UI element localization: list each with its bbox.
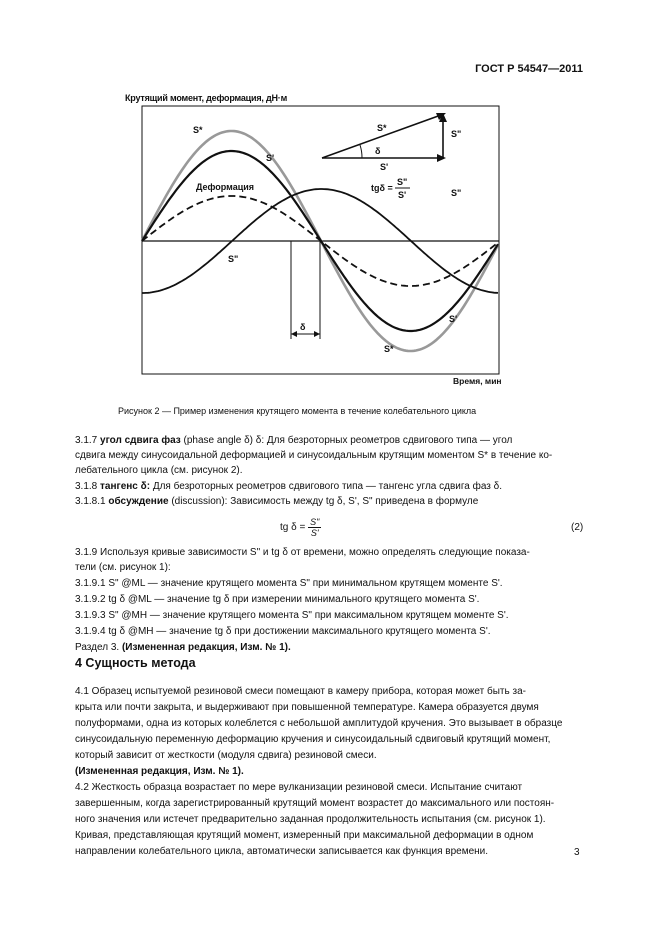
- para-4-1-line5: который зависит от жесткости (модуля сдвига) резиновой смеси.: [75, 750, 377, 761]
- para-3-1-9-line2: тели (см. рисунок 1):: [75, 562, 171, 573]
- para-3-1-9-4: 3.1.9.4 tg δ @MH — значение tg δ при достижении максимального крутящего момента S'.: [75, 626, 491, 637]
- vector-s-prime-head: [437, 154, 446, 162]
- label-tg-formula: tgδ =: [371, 183, 393, 193]
- para-4-2-line5: направлении колебательного цикла, автоматически записывается как функция времени.: [75, 846, 489, 857]
- para-3-1-8: 3.1.8 тангенс δ: Для безроторных реометров сдвигового типа — тангенс угла сдвига фаз δ.: [75, 481, 503, 492]
- figure-caption: Рисунок 2 — Пример изменения крутящего момента в течение колебательного цикла: [118, 406, 477, 416]
- para-4-1-line1: 4.1 Образец испытуемой резиновой смеси помещают в камеру прибора, которая может быть за-: [75, 686, 526, 697]
- label-tg-denominator: S': [398, 190, 407, 200]
- amendment-4-1: (Измененная редакция, Изм. № 1).: [75, 766, 244, 777]
- label-deformation: Деформация: [196, 182, 255, 192]
- para-4-2-line4: Кривая, представляющая крутящий момент, измеренный при максимальной деформации в одном: [75, 830, 534, 841]
- vector-s-star: [322, 115, 441, 158]
- label-tg-numerator: S": [397, 177, 408, 187]
- figure-y-axis-label: Крутящий момент, деформация, дН·м: [125, 93, 288, 103]
- para-3-1-9-1: 3.1.9.1 S" @ML — значение крутящего момента S" при минимальном крутящем моменте S'.: [75, 578, 503, 589]
- label-vector-s-prime: S': [380, 162, 389, 172]
- para-3-1-7-line3: лебательного цикла (см. рисунок 2).: [75, 465, 243, 476]
- formula-2-number: (2): [571, 522, 584, 533]
- label-vector-delta: δ: [375, 146, 381, 156]
- formula-2: tg δ = $\frac{S"}{S'}$: [280, 517, 320, 538]
- para-3-1-9-2: 3.1.9.2 tg δ @ML — значение tg δ при измерении минимального крутящего момента S'.: [75, 594, 480, 605]
- para-4-1-line2: крыта или почти закрыта, и выдерживают при повышенной температуре. Камера образуется двумя: [75, 702, 539, 713]
- label-s-prime-top: S': [266, 153, 275, 163]
- delta-arrowhead-left: [291, 331, 297, 337]
- label-delta: δ: [300, 322, 306, 332]
- label-s-double-prime-right: S": [451, 188, 462, 198]
- label-s-star-bottom: S*: [384, 344, 394, 354]
- para-3-1-9-line1: 3.1.9 Используя кривые зависимости S" и tg δ от времени, можно определять следующие показа-: [75, 547, 530, 558]
- label-s-prime-bottom: S': [449, 314, 458, 324]
- figure-2-chart: [0, 0, 661, 400]
- figure-x-axis-label: Время, мин: [453, 376, 502, 386]
- vector-angle-arc: [360, 145, 362, 158]
- para-4-2-line2: завершенным, когда зарегистрированный крутящий момент возрастет до максимального или постоян-: [75, 798, 555, 809]
- label-vector-s-double-prime: S": [451, 129, 462, 139]
- para-4-1-line3: полуформами, одна из которых колеблется с небольшой амплитудой кручения. Это вызывает в образце: [75, 718, 563, 729]
- document-code: ГОСТ Р 54547—2011: [475, 63, 583, 75]
- page-number: 3: [574, 847, 580, 858]
- delta-arrowhead-right: [314, 331, 320, 337]
- section-4-title: 4 Сущность метода: [75, 656, 196, 670]
- para-4-1-line4: синусоидальную переменную деформацию кручения и синусоидальный сдвиговый крутящий момент,: [75, 734, 551, 745]
- para-4-2-line3: ного значения или истечет предварительно заданная продолжительность испытания (см. рисунок 1).: [75, 814, 546, 825]
- amendment-section-3: Раздел 3. (Измененная редакция, Изм. № 1).: [75, 642, 291, 653]
- label-s-star-top: S*: [193, 125, 203, 135]
- para-3-1-8-1: 3.1.8.1 обсуждение (discussion): Зависимость между tg δ, S', S" приведена в формуле: [75, 496, 479, 507]
- para-3-1-7-line1: 3.1.7 угол сдвига фаз (phase angle δ) δ: Для безроторных реометров сдвигового типа — угол: [75, 435, 513, 446]
- label-s-double-prime-left: S": [228, 254, 239, 264]
- para-3-1-9-3: 3.1.9.3 S" @MH — значение крутящего момента S" при максимальном крутящем моменте S'.: [75, 610, 509, 621]
- label-vector-s-star: S*: [377, 123, 387, 133]
- para-4-2-line1: 4.2 Жесткость образца возрастает по мере вулканизации резиновой смеси. Испытание считают: [75, 782, 523, 793]
- para-3-1-7-line2: сдвига между синусоидальной деформацией и синусоидальным крутящим моментом S* в течение ко-: [75, 450, 553, 461]
